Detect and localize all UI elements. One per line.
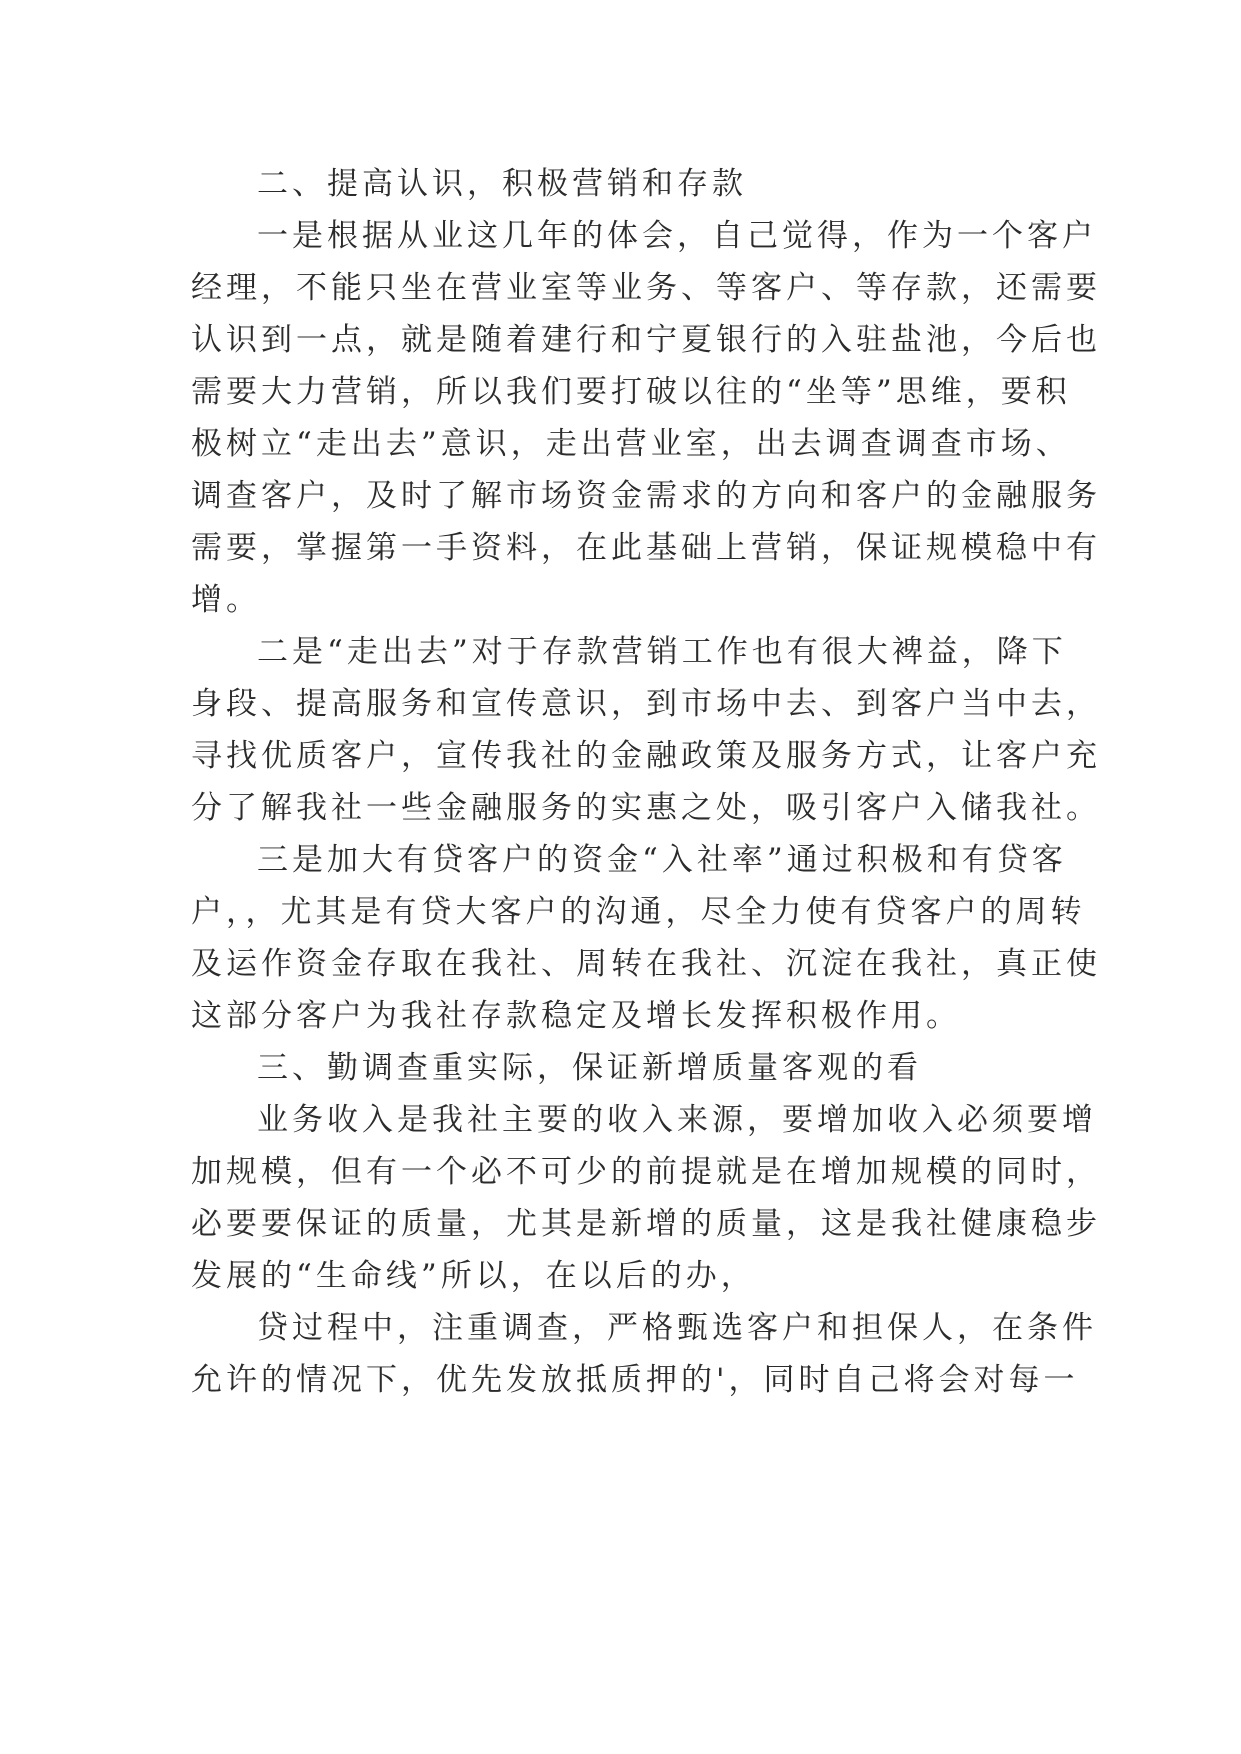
paragraph-line: 认识到一点，就是随着建行和宁夏银行的入驻盐池，今后也 bbox=[191, 322, 1101, 358]
paragraph-line: 增。 bbox=[191, 582, 261, 618]
paragraph-line: 分了解我社一些金融服务的实惠之处，吸引客户入储我社。 bbox=[191, 790, 1101, 826]
paragraph-line: 户，，尤其是有贷大客户的沟通，尽全力使有贷客户的周转 bbox=[191, 894, 1086, 930]
paragraph-line: 三是加大有贷客户的资金“入社率”通过积极和有贷客 bbox=[257, 842, 1067, 878]
paragraph-line: 贷过程中，注重调查，严格甄选客户和担保人，在条件 bbox=[257, 1310, 1097, 1346]
paragraph-line: 极树立“走出去”意识，走出营业室，出去调查调查市场、 bbox=[191, 426, 1071, 462]
paragraph-line: 必要要保证的质量，尤其是新增的质量，这是我社健康稳步 bbox=[191, 1206, 1101, 1242]
paragraph-line: 允许的情况下，优先发放抵质押的'，同时自己将会对每一 bbox=[191, 1362, 1079, 1398]
paragraph-line: 一是根据从业这几年的体会，自己觉得，作为一个客户 bbox=[257, 218, 1097, 254]
paragraph-line: 需要大力营销，所以我们要打破以往的“坐等”思维，要积 bbox=[191, 374, 1071, 410]
section-heading: 三、勤调查重实际，保证新增质量客观的看 bbox=[257, 1050, 922, 1086]
paragraph-line: 身段、提高服务和宣传意识，到市场中去、到客户当中去， bbox=[191, 686, 1101, 722]
section-heading: 二、提高认识，积极营销和存款 bbox=[257, 166, 747, 202]
paragraph-line: 寻找优质客户，宣传我社的金融政策及服务方式，让客户充 bbox=[191, 738, 1101, 774]
paragraph-line: 发展的“生命线”所以，在以后的办， bbox=[191, 1258, 756, 1294]
paragraph-line: 需要，掌握第一手资料，在此基础上营销，保证规模稳中有 bbox=[191, 530, 1101, 566]
paragraph-line: 调查客户，及时了解市场资金需求的方向和客户的金融服务 bbox=[191, 478, 1101, 514]
paragraph-line: 这部分客户为我社存款稳定及增长发挥积极作用。 bbox=[191, 998, 961, 1034]
paragraph-line: 加规模，但有一个必不可少的前提就是在增加规模的同时， bbox=[191, 1154, 1101, 1190]
paragraph-line: 及运作资金存取在我社、周转在我社、沉淀在我社，真正使 bbox=[191, 946, 1101, 982]
paragraph-line: 经理，不能只坐在营业室等业务、等客户、等存款，还需要 bbox=[191, 270, 1101, 306]
paragraph-line: 业务收入是我社主要的收入来源，要增加收入必须要增 bbox=[257, 1102, 1097, 1138]
document-body bbox=[191, 158, 1101, 1406]
paragraph-line: 二是“走出去”对于存款营销工作也有很大裨益，降下 bbox=[257, 634, 1067, 670]
